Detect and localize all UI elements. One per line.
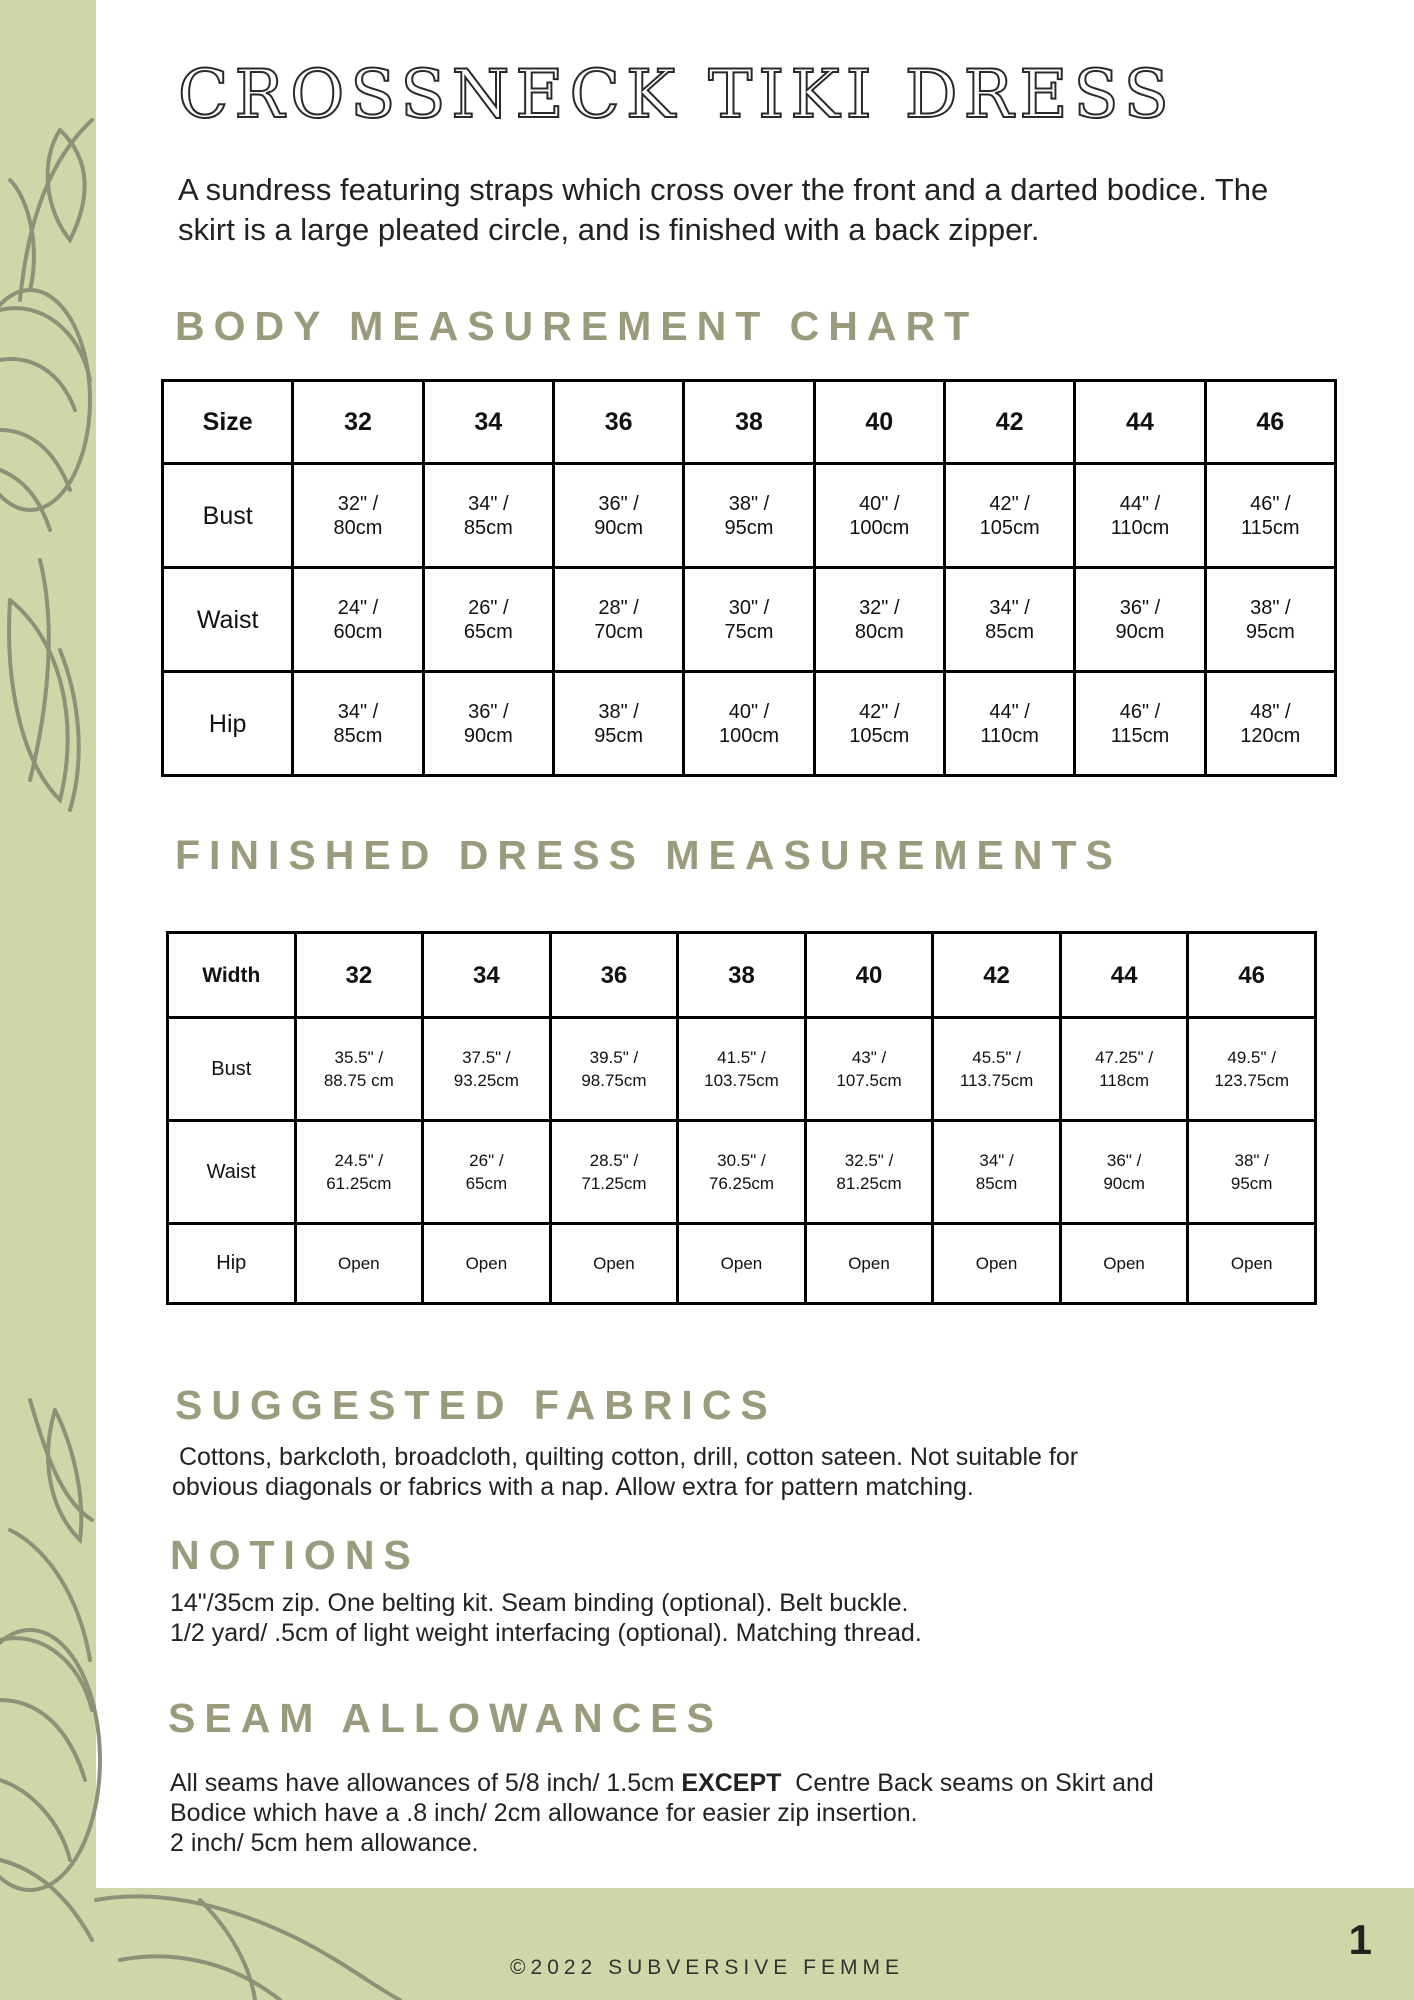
header-label-cell: Size	[163, 381, 293, 464]
measurement-line: Open	[1103, 1254, 1145, 1273]
measurement-line: 38" /	[598, 700, 639, 723]
measurement-cell	[295, 1018, 423, 1121]
fabrics-heading: SUGGESTED FABRICS	[175, 1382, 777, 1428]
measurement-line: 90cm	[1115, 620, 1165, 643]
finished-measurement-table	[166, 931, 1317, 1305]
size-header-cell: 36	[553, 381, 683, 464]
measurement-line: 28" /	[598, 596, 639, 619]
measurement-cell	[1205, 672, 1335, 776]
measurement-line: 93.25cm	[453, 1071, 519, 1090]
measurement-line: 46" /	[1119, 700, 1161, 723]
measurement-line: 85cm	[975, 1174, 1018, 1193]
measurement-cell	[1205, 568, 1335, 672]
measurement-line: 36" /	[598, 492, 639, 515]
measurement-line: 42" /	[859, 700, 900, 723]
page-number: 1	[1348, 1916, 1372, 1963]
measurement-line: 105cm	[849, 724, 910, 747]
measurement-cell	[550, 1121, 678, 1224]
measurement-line: 37.5" /	[462, 1048, 511, 1067]
measurement-cell	[933, 1121, 1061, 1224]
measurement-line: 40" /	[859, 492, 900, 515]
notions-line: 14"/35cm zip. One belting kit. Seam binding (optional). Belt buckle.	[170, 1589, 909, 1617]
size-header-cell: 44	[1060, 933, 1188, 1018]
seam-heading: SEAM ALLOWANCES	[168, 1695, 723, 1741]
measurement-line: 80cm	[333, 516, 383, 539]
table-row	[168, 1224, 1316, 1304]
measurement-cell	[684, 464, 814, 568]
measurement-line: 85cm	[985, 620, 1035, 643]
measurement-line: 45.5" /	[972, 1048, 1021, 1067]
measurement-cell	[423, 1018, 551, 1121]
measurement-line: 38" /	[728, 492, 770, 515]
measurement-line: 30.5" /	[717, 1151, 766, 1170]
measurement-line: Open	[720, 1254, 763, 1273]
measurement-cell	[814, 568, 944, 672]
seam-line-text: Centre Back seams on Skirt and	[781, 1769, 1154, 1797]
measurement-line: 75cm	[724, 620, 774, 643]
measurement-cell	[423, 568, 553, 672]
seam-except-text: EXCEPT	[681, 1769, 782, 1797]
measurement-line: 38" /	[1234, 1151, 1269, 1170]
measurement-line: 28.5" /	[589, 1151, 639, 1170]
measurement-cell	[550, 1224, 678, 1304]
measurement-line: 95cm	[724, 516, 774, 539]
measurement-line: 61.25cm	[326, 1174, 392, 1193]
size-header-cell: 34	[423, 933, 551, 1018]
measurement-cell	[295, 1121, 423, 1224]
peony-floral-icon	[0, 290, 90, 530]
table-row	[163, 568, 1336, 672]
fabrics-line: obvious diagonals or fabrics with a nap. Allow extra for pattern matching.	[172, 1473, 974, 1501]
measurement-line: Open	[975, 1254, 1018, 1273]
intro-paragraph: A sundress featuring straps which cross over the front and a darted bodice. The skirt is a large pleated circle, and is finished with a back zipper.	[178, 172, 1269, 247]
measurement-line: 42" /	[989, 492, 1030, 515]
measurement-line: 105cm	[979, 516, 1040, 539]
table-row	[168, 1121, 1316, 1224]
measurement-line: 32.5" /	[844, 1151, 894, 1170]
measurement-line: 32" /	[859, 596, 900, 619]
measurement-line: 36" /	[1119, 596, 1161, 619]
measurement-cell	[678, 1121, 806, 1224]
measurement-line: 110cm	[1110, 516, 1170, 539]
measurement-line: 43" /	[851, 1048, 887, 1067]
measurement-line: 100cm	[849, 516, 910, 539]
measurement-line: 110cm	[980, 724, 1039, 747]
measurement-cell	[295, 1224, 423, 1304]
measurement-line: 90cm	[463, 724, 513, 747]
measurement-line: 24" /	[337, 596, 379, 619]
measurement-line: 34" /	[468, 492, 509, 515]
measurement-line: 103.75cm	[704, 1071, 779, 1090]
seam-line: 2 inch/ 5cm hem allowance.	[170, 1829, 479, 1857]
measurement-cell	[293, 672, 423, 776]
measurement-line: 65cm	[465, 1174, 508, 1193]
measurement-cell	[423, 1121, 551, 1224]
measurement-line: 88.75 cm	[323, 1071, 394, 1090]
measurement-line: 40" /	[728, 700, 770, 723]
row-label-cell: Bust	[168, 1018, 296, 1121]
measurement-line: 123.75cm	[1214, 1071, 1290, 1090]
footer-copyright: ©2022 SUBVERSIVE FEMME	[510, 1956, 904, 1979]
measurement-line: 47.25" /	[1095, 1048, 1154, 1067]
measurement-line: 49.5" /	[1227, 1048, 1276, 1067]
seam-text	[170, 1768, 1154, 1858]
size-header-cell: 42	[944, 381, 1074, 464]
body-chart-heading: BODY MEASUREMENT CHART	[175, 303, 979, 349]
size-header-cell: 46	[1205, 381, 1335, 464]
measurement-cell	[1188, 1018, 1316, 1121]
size-header-cell: 42	[933, 933, 1061, 1018]
notions-heading: NOTIONS	[170, 1532, 420, 1578]
row-label-cell: Waist	[168, 1121, 296, 1224]
row-label-cell: Bust	[163, 464, 293, 568]
table-header-row	[163, 381, 1336, 464]
measurement-line: 85cm	[463, 516, 513, 539]
measurement-line: 34" /	[979, 1151, 1014, 1170]
measurement-line: Open	[593, 1254, 635, 1273]
measurement-line: 95cm	[1245, 620, 1295, 643]
measurement-cell	[933, 1224, 1061, 1304]
size-header-cell: 44	[1075, 381, 1205, 464]
measurement-cell	[684, 568, 814, 672]
measurement-line: 36" /	[1106, 1151, 1142, 1170]
measurement-line: 26" /	[468, 596, 509, 619]
measurement-cell	[553, 568, 683, 672]
measurement-cell	[814, 464, 944, 568]
row-label-cell: Waist	[163, 568, 293, 672]
measurement-cell	[805, 1224, 933, 1304]
measurement-line: 39.5" /	[589, 1048, 639, 1067]
measurement-cell	[1060, 1018, 1188, 1121]
seam-line: Bodice which have a .8 inch/ 2cm allowance for easier zip insertion.	[170, 1799, 918, 1827]
measurement-cell	[423, 672, 553, 776]
measurement-line: 26" /	[469, 1151, 504, 1170]
measurement-line: 85cm	[333, 724, 383, 747]
measurement-cell	[423, 1224, 551, 1304]
measurement-line: 95cm	[1230, 1174, 1273, 1193]
measurement-cell	[1075, 464, 1205, 568]
header-label-cell: Width	[168, 933, 296, 1018]
measurement-line: 95cm	[594, 724, 644, 747]
measurement-cell	[1188, 1224, 1316, 1304]
table-row	[163, 464, 1336, 568]
size-header-cell: 32	[293, 381, 423, 464]
measurement-cell	[553, 672, 683, 776]
seam-line-text: All seams have allowances of 5/8 inch/ 1.5cm	[170, 1769, 682, 1797]
measurement-cell	[933, 1018, 1061, 1121]
fabrics-text	[172, 1442, 1078, 1502]
finished-chart-heading: FINISHED DRESS MEASUREMENTS	[175, 832, 1122, 878]
row-label-cell: Hip	[163, 672, 293, 776]
measurement-line: 41.5" /	[717, 1048, 766, 1067]
measurement-line: 100cm	[718, 724, 779, 747]
measurement-line: 90cm	[1103, 1174, 1145, 1193]
size-header-cell: 32	[295, 933, 423, 1018]
measurement-line: 48" /	[1250, 700, 1291, 723]
measurement-line: 118cm	[1099, 1071, 1149, 1090]
measurement-line: 70cm	[594, 620, 644, 643]
notions-text	[170, 1588, 922, 1648]
measurement-line: 24.5" /	[334, 1151, 384, 1170]
measurement-cell	[678, 1018, 806, 1121]
measurement-line: 76.25cm	[708, 1174, 775, 1193]
measurement-cell	[805, 1121, 933, 1224]
measurement-line: 115cm	[1241, 516, 1300, 539]
measurement-line: 65cm	[463, 620, 513, 643]
size-header-cell: 34	[423, 381, 553, 464]
measurement-line: Open	[465, 1254, 508, 1273]
measurement-line: 32" /	[337, 492, 379, 515]
measurement-line: 30" /	[728, 596, 770, 619]
measurement-line: 90cm	[594, 516, 644, 539]
body-measurement-table	[161, 379, 1337, 777]
notions-line: 1/2 yard/ .5cm of light weight interfacing (optional). Matching thread.	[170, 1619, 922, 1647]
measurement-cell	[678, 1224, 806, 1304]
table-row	[168, 1018, 1316, 1121]
measurement-line: 80cm	[854, 620, 904, 643]
row-label-cell: Hip	[168, 1224, 296, 1304]
measurement-cell	[553, 464, 683, 568]
measurement-line: Open	[1230, 1254, 1273, 1273]
size-header-cell: 38	[678, 933, 806, 1018]
measurement-line: 44" /	[989, 700, 1030, 723]
measurement-line: 71.25cm	[581, 1174, 647, 1193]
measurement-cell	[944, 464, 1074, 568]
measurement-line: 81.25cm	[836, 1174, 902, 1193]
table-header-row	[168, 933, 1316, 1018]
table-row	[163, 672, 1336, 776]
size-header-cell: 40	[805, 933, 933, 1018]
measurement-cell	[1075, 568, 1205, 672]
measurement-cell	[550, 1018, 678, 1121]
page-title: CROSSNECK TIKI DRESS	[178, 56, 1175, 133]
measurement-cell	[684, 672, 814, 776]
measurement-cell	[293, 464, 423, 568]
measurement-line: 107.5cm	[836, 1071, 902, 1090]
leaf-floral-icon	[10, 1400, 92, 1660]
size-header-cell: 36	[550, 933, 678, 1018]
measurement-cell	[944, 672, 1074, 776]
measurement-line: 113.75cm	[959, 1071, 1034, 1090]
measurement-cell	[293, 568, 423, 672]
measurement-cell	[1060, 1224, 1188, 1304]
size-header-cell: 38	[684, 381, 814, 464]
measurement-cell	[1060, 1121, 1188, 1224]
measurement-line: 44" /	[1119, 492, 1161, 515]
measurement-line: 46" /	[1250, 492, 1291, 515]
measurement-cell	[423, 464, 553, 568]
measurement-line: Open	[848, 1254, 890, 1273]
measurement-cell	[805, 1018, 933, 1121]
measurement-line: 120cm	[1240, 724, 1301, 747]
measurement-line: Open	[338, 1254, 380, 1273]
measurement-line: 98.75cm	[581, 1071, 647, 1090]
measurement-cell	[1205, 464, 1335, 568]
measurement-line: 34" /	[337, 700, 379, 723]
size-header-cell: 40	[814, 381, 944, 464]
measurement-line: 35.5" /	[334, 1048, 384, 1067]
measurement-line: 60cm	[333, 620, 383, 643]
seam-line	[170, 1768, 1154, 1798]
size-header-cell: 46	[1188, 933, 1316, 1018]
measurement-cell	[1188, 1121, 1316, 1224]
measurement-line: 36" /	[468, 700, 509, 723]
measurement-line: 38" /	[1250, 596, 1291, 619]
measurement-line: 115cm	[1110, 724, 1170, 747]
measurement-cell	[814, 672, 944, 776]
measurement-cell	[1075, 672, 1205, 776]
measurement-line: 34" /	[989, 596, 1030, 619]
fabrics-line: Cottons, barkcloth, broadcloth, quilting cotton, drill, cotton sateen. Not suitable for	[172, 1443, 1079, 1471]
measurement-cell	[944, 568, 1074, 672]
